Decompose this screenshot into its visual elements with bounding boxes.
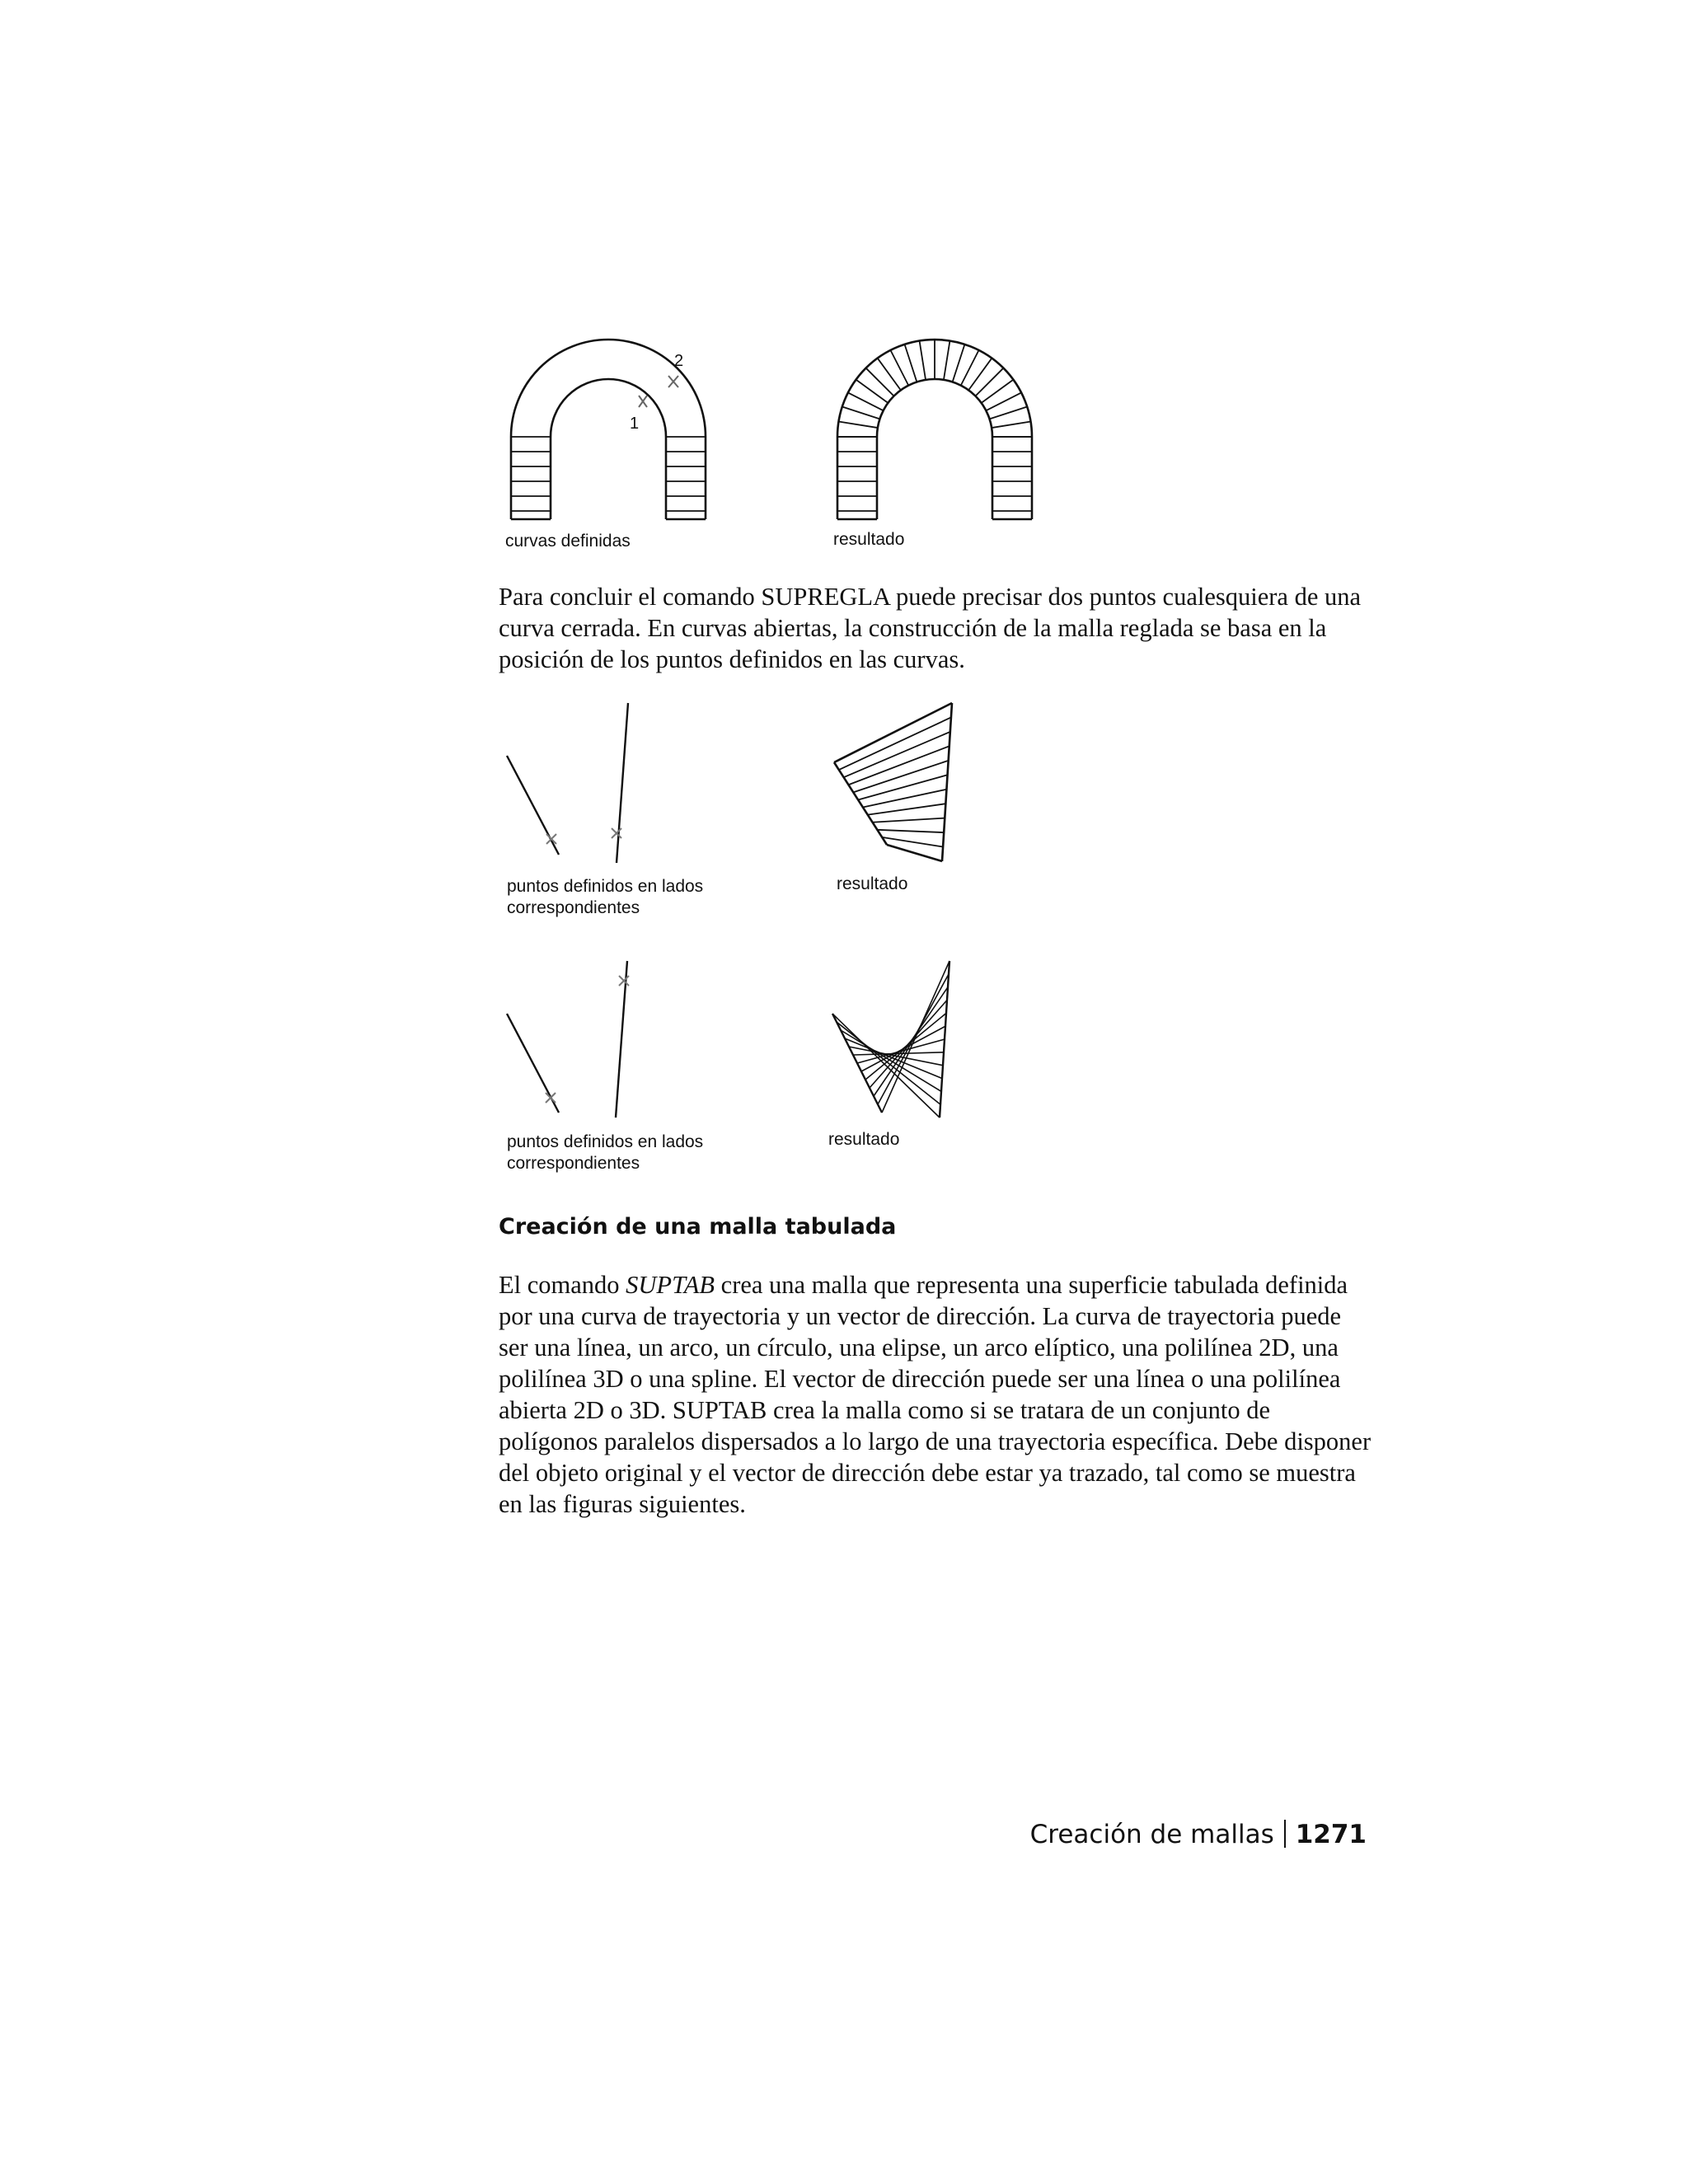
caption-result: resultado — [837, 874, 908, 893]
command-name: SUPTAB — [626, 1271, 715, 1299]
figure-arch — [495, 346, 1071, 551]
radial-ruling — [920, 340, 926, 379]
arch-leg-lines — [511, 437, 706, 511]
marker-label-1: 1 — [630, 415, 640, 433]
caption-points-defined-text: puntos definidos en lados correspondientes — [507, 1132, 704, 1173]
page-number: 1271 — [1295, 1820, 1367, 1849]
mesh-ruling — [878, 974, 949, 1104]
mesh-ruling — [839, 717, 951, 770]
page-footer — [1030, 1820, 1367, 1849]
point-markers — [546, 976, 629, 1103]
radial-ruling — [866, 368, 894, 396]
mesh-edge — [942, 703, 952, 861]
marker-point-1 — [639, 396, 647, 407]
radial-ruling — [992, 422, 1030, 429]
mesh-ruling — [858, 775, 947, 799]
mesh-edge — [887, 845, 942, 861]
mesh-ruling — [870, 1001, 947, 1089]
paragraph-suptab-lead: El comando — [499, 1271, 626, 1299]
defined-lines — [507, 961, 627, 1118]
arch-diagram — [495, 346, 1071, 536]
caption-points-defined — [507, 1132, 703, 1174]
mesh-ruling — [844, 732, 950, 777]
footer-separator — [1284, 1820, 1286, 1848]
marker-label-2: 2 — [674, 352, 684, 370]
paragraph-suptab — [499, 1269, 1372, 1520]
figure-ruled-twisted — [495, 956, 989, 1173]
caption-points-defined — [507, 876, 703, 919]
radial-ruling — [905, 344, 917, 382]
radial-ruling — [842, 407, 880, 419]
paragraph-intro: Para concluir el comando SUPREGLA puede precisar dos puntos cualesquiera de una curva cerrada. En curvas abiertas, la construcción de la malla reglada se basa en la posición de los puntos definidos en las curvas. — [499, 583, 1362, 673]
twisted-result-mesh — [832, 961, 950, 1118]
caption-result: resultado — [833, 530, 905, 549]
mesh-ruling — [873, 818, 945, 823]
figure-ruled-correspondent — [495, 696, 989, 917]
radial-ruling — [975, 368, 1003, 396]
radial-ruling — [944, 340, 950, 379]
defined-lines — [507, 703, 628, 863]
ruled-result-mesh — [834, 703, 952, 861]
ruled-diagram-1 — [495, 696, 989, 869]
mesh-ruling — [868, 804, 946, 814]
mesh-edge — [834, 703, 952, 762]
ruled-diagram-2 — [495, 956, 989, 1125]
paragraph-suptab-body: crea una malla que representa una superficie tabulada definida por una curva de trayectoria y un vector de dirección. La curva de trayectoria puede ser una línea, un arco, un círculo, una elipse, un arco elíptico, una polilínea 2D, una polilínea 3D o una spline. El vector de dirección puede ser una línea o una polilínea abierta 2D o 3D. SUPTAB crea la malla como si se tratara de un conjunto de polígonos paralelos dispersados a lo largo de una trayectoria específica. Debe disponer del objeto original y el vector de dirección debe estar ya trazado, tal como se muestra en las figuras siguientes. — [499, 1271, 1372, 1518]
marker-point-2 — [668, 376, 678, 387]
caption-points-defined-text: puntos definidos en lados correspondientes — [507, 877, 704, 917]
section-heading: Creación de una malla tabulada — [499, 1214, 897, 1240]
footer-section-title: Creación de mallas — [1029, 1820, 1274, 1849]
radial-ruling — [838, 422, 877, 429]
caption-result: resultado — [828, 1130, 900, 1149]
arch-result-rulings — [837, 340, 1032, 511]
radial-ruling — [953, 344, 965, 382]
caption-defined-curves: curvas definidas — [505, 532, 631, 551]
point-markers — [546, 828, 621, 844]
mesh-ruling — [863, 790, 947, 808]
radial-ruling — [990, 407, 1028, 419]
mesh-ruling — [877, 830, 944, 832]
mesh-ruling — [837, 1022, 940, 1104]
